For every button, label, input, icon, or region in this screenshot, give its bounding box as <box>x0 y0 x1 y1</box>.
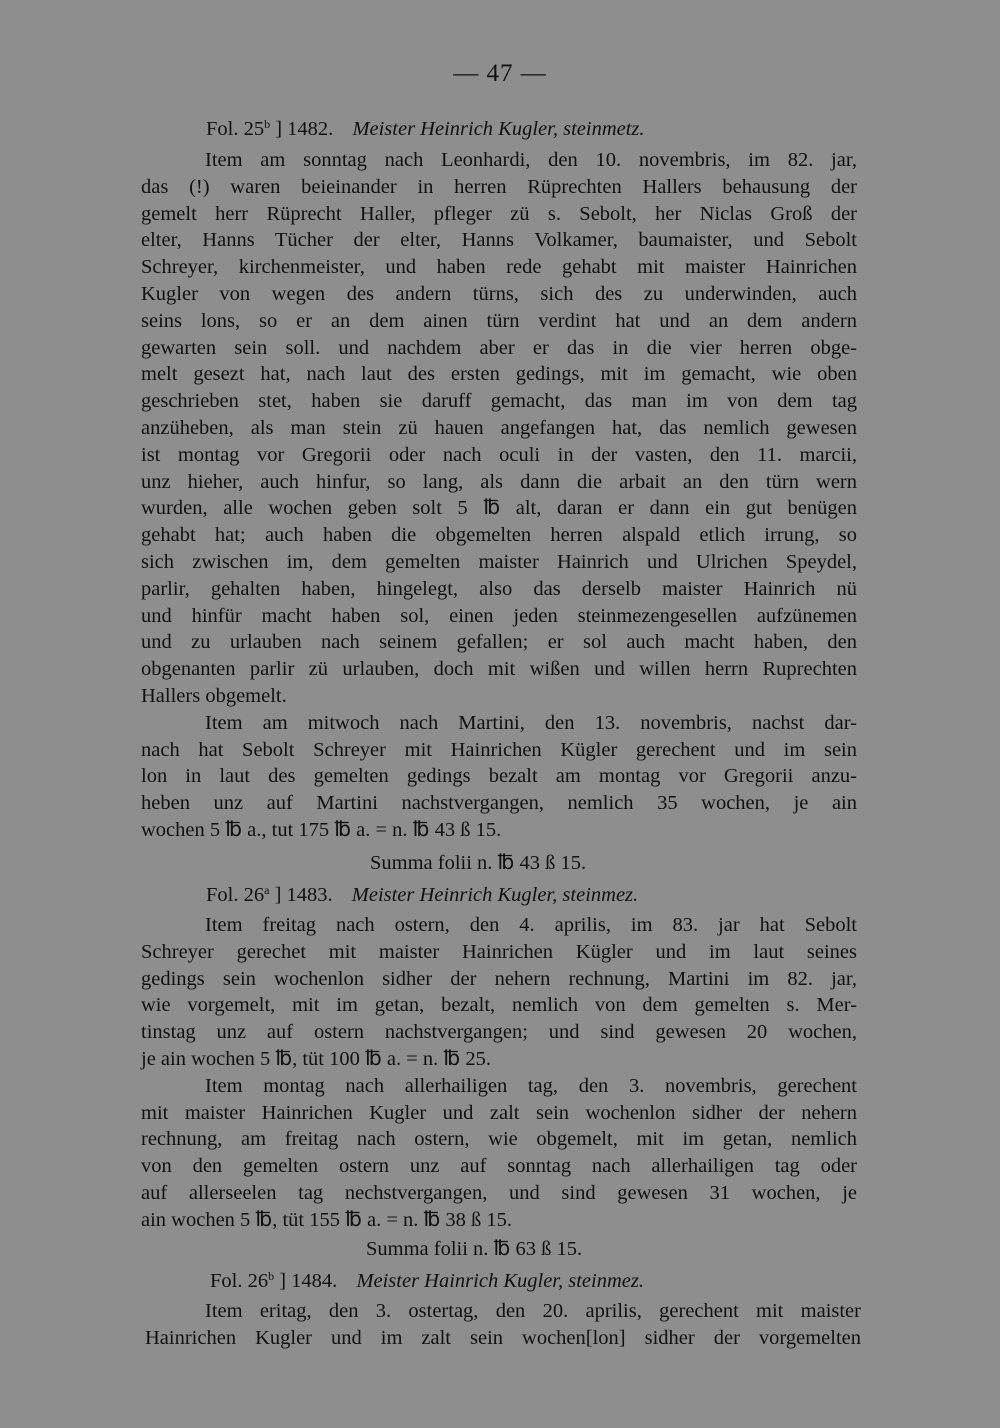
summa-folii: Summa folii n. ℔ 43 ß 15. <box>370 852 587 874</box>
section-title: Meister Hainrich Kugler, steinmez. <box>356 1270 644 1292</box>
folio-sup: a <box>264 883 270 897</box>
text-line: wie vorgemelt, mit im getan, bezalt, nemlich von dem gemelten s. Mer- <box>141 994 857 1017</box>
text-line: melt gesezt hat, nach laut des ersten gedings, mit im gemacht, wie oben <box>141 363 857 386</box>
text-line: Schreyer gerechet mit maister Hainrichen Kügler und im laut seines <box>141 940 857 963</box>
text-line: rechnung, am freitag nach ostern, wie obgemelt, mit im getan, nemlich <box>141 1128 857 1151</box>
text-line: Item am sonntag nach Leonhardi, den 10. novembris, im 82. jar, <box>205 149 857 171</box>
text-line: Item freitag nach ostern, den 4. aprilis, im 83. jar hat Sebolt <box>205 914 857 936</box>
text-line: und hinfür macht haben sol, einen jeden steinmezengesellen aufzünemen <box>141 604 857 627</box>
section-body-1484 <box>145 1298 861 1352</box>
folio-sup: b <box>268 1269 275 1283</box>
section-heading-1482 <box>206 118 645 141</box>
text-line: je ain wochen 5 ℔, tüt 100 ℔ a. = n. ℔ 25. <box>141 1047 491 1070</box>
text-line: lon in laut des gemelten gedings bezalt am montag vor Gregorii anzu- <box>141 765 857 788</box>
folio-sup: b <box>264 117 271 131</box>
folio-year: ] 1484. <box>279 1270 338 1292</box>
text-line: geschrieben stet, haben sie daruff gemacht, das man im von dem tag <box>141 390 857 413</box>
text-line: ain wochen 5 ℔, tüt 155 ℔ a. = n. ℔ 38 ß 15. <box>141 1208 513 1231</box>
text-line: gemelt herr Rüprecht Haller, pfleger zü s. Sebolt, her Niclas Groß der <box>141 202 857 225</box>
text-line: obgenanten parlir zü urlauben, doch mit wißen und willen herrn Ruprechten <box>141 658 857 681</box>
text-line: Item am mitwoch nach Martini, den 13. novembris, nachst dar- <box>205 711 857 734</box>
text-line: das (!) waren beieinander in herren Rüprechten Hallers behausung der <box>141 175 857 198</box>
text-line: gehabt hat; auch haben die obgemelten herren alspald etlich irrung, so <box>141 524 857 547</box>
text-line: wurden, alle wochen geben solt 5 ℔ alt, daran er dann ein gut benügen <box>141 497 857 520</box>
text-line: anzüheben, als man stein zü hauen angefangen hat, das nemlich gewesen <box>141 416 857 439</box>
text-line: gewarten sein soll. und nachdem aber er das in die vier herren obge- <box>141 336 857 359</box>
text-line: nach hat Sebolt Schreyer mit Hainrichen Kügler gerechent und im sein <box>141 738 857 761</box>
section-title: Meister Heinrich Kugler, steinmetz. <box>352 118 645 140</box>
text-line: auf allerseelen tag nechstvergangen, und sind gewesen 31 wochen, je <box>141 1181 857 1204</box>
text-line: heben unz auf Martini nachstvergangen, nemlich 35 wochen, je ain <box>141 792 857 815</box>
page-number: — 47 — <box>453 60 547 87</box>
text-line: elter, Hanns Tücher der elter, Hanns Volkamer, baumaister, und Sebolt <box>141 229 857 252</box>
folio-label: Fol. 26 <box>206 884 265 906</box>
section-body-1482 <box>141 147 857 844</box>
text-line: Item eritag, den 3. ostertag, den 20. aprilis, gerechent mit maister <box>205 1300 861 1322</box>
text-line: mit maister Hainrichen Kugler und zalt sein wochenlon sidher der nehern <box>141 1101 857 1124</box>
folio-year: ] 1483. <box>274 884 333 906</box>
text-line: und zu urlauben nach seinem gefallen; er sol auch macht haben, den <box>141 631 857 654</box>
text-line: seins lons, so er an dem ainen türn verdint hat und an dem andern <box>141 309 857 332</box>
text-line: unz hieher, auch hinfur, so lang, als dann die arbait an den türn wern <box>141 470 857 493</box>
folio-label: Fol. 26 <box>210 1270 269 1292</box>
text-line: Hallers obgemelt. <box>141 684 287 707</box>
section-heading-1483 <box>206 884 638 907</box>
text-line: Item montag nach allerhailigen tag, den 3. novembris, gerechent <box>205 1074 857 1097</box>
folio-label: Fol. 25 <box>206 118 265 140</box>
folio-year: ] 1482. <box>275 118 334 140</box>
section-title: Meister Heinrich Kugler, steinmez. <box>351 884 639 906</box>
text-line: Schreyer, kirchenmeister, und haben rede gehabt mit maister Hainrichen <box>141 256 857 279</box>
text-line: parlir, gehalten haben, hingelegt, also das derselb maister Hainrich nü <box>141 577 857 600</box>
section-heading-1484 <box>210 1270 644 1293</box>
section-body-1483 <box>141 912 857 1234</box>
text-line: wochen 5 ℔ a., tut 175 ℔ a. = n. ℔ 43 ß 15. <box>141 818 502 841</box>
text-line: tinstag unz auf ostern nachstvergangen; und sind gewesen 20 wochen, <box>141 1021 857 1044</box>
text-line: von den gemelten ostern unz auf sonntag nach allerhailigen tag oder <box>141 1155 857 1178</box>
text-line: Kugler von wegen des andern türns, sich des zu underwinden, auch <box>141 282 857 305</box>
text-line: ist montag vor Gregorii oder nach oculi in der vasten, den 11. marcii, <box>141 443 857 466</box>
summa-folii: Summa folii n. ℔ 63 ß 15. <box>366 1238 583 1260</box>
text-line: gedings sein wochenlon sidher der nehern rechnung, Martini im 82. jar, <box>141 967 857 990</box>
text-line: sich zwischen im, dem gemelten maister Hainrich und Ulrichen Speydel, <box>141 550 857 573</box>
text-line: Hainrichen Kugler und im zalt sein wochen[lon] sidher der vorgemelten <box>145 1326 861 1349</box>
